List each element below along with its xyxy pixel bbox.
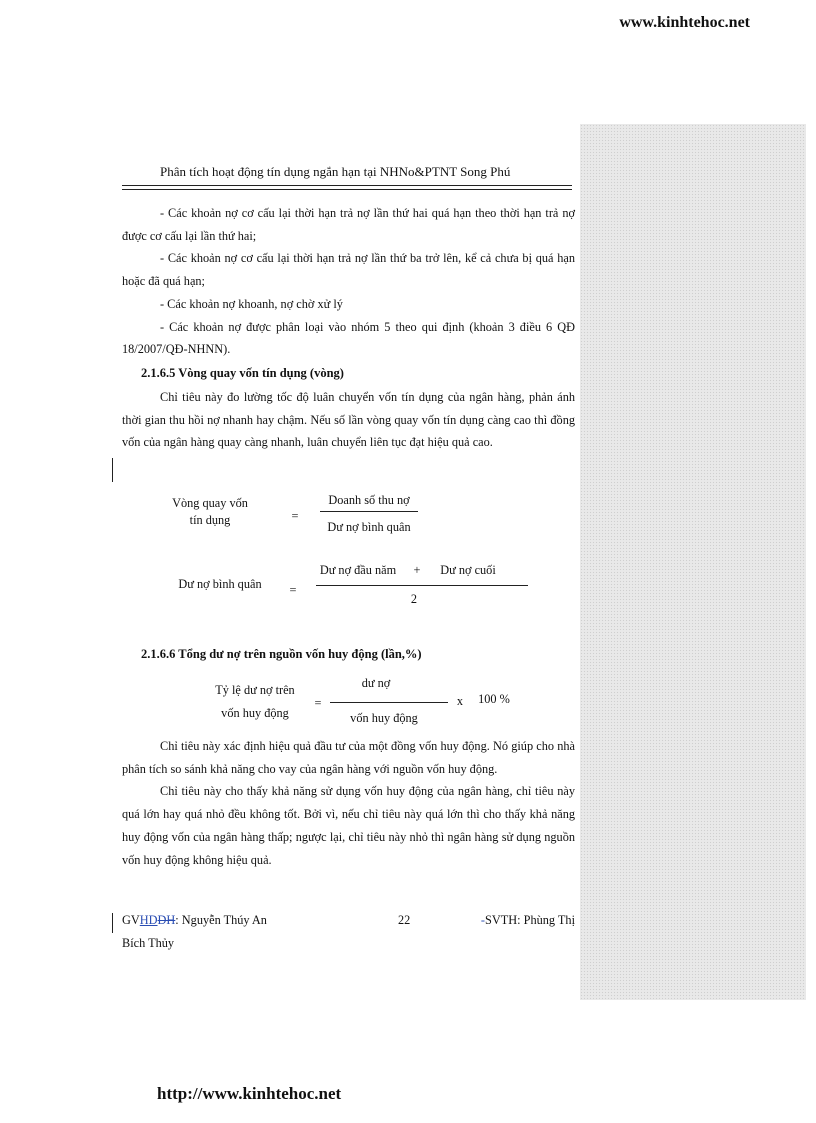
footer-instructor — [122, 913, 267, 928]
formula1-equals: = — [291, 509, 299, 523]
footer-student-continued: Bích Thủy — [122, 936, 175, 950]
page-header-title: Phân tích hoạt động tín dụng ngắn hạn tại NHNo&PTNT Song Phú — [160, 164, 511, 179]
formula2-numerator-a: Dư nợ đầu năm — [319, 563, 397, 577]
formula2-lhs: Dư nợ bình quân — [178, 577, 262, 591]
formula2-plus: + — [413, 563, 421, 577]
tracked-change-marker: - — [480, 913, 486, 927]
formula1-lhs-line2: tín dụng — [189, 513, 231, 527]
paragraph-text: Chỉ tiêu này xác định hiệu quả đầu tư của một đồng vốn huy động. Nó giúp cho nhà phân tích so sánh khả năng cho vay của ngân hàng với nguồn vốn huy động. — [122, 739, 575, 776]
list-item: - Các khoản nợ được phân loại vào nhóm 5 theo qui định (khoản 3 điều 6 QĐ 18/2007/QĐ-NHNN). — [122, 319, 575, 357]
formula2-numerator-b: Dư nợ cuối — [440, 563, 496, 577]
formula2-denominator: 2 — [410, 592, 418, 606]
formula1-lhs-line1: Vòng quay vốn — [172, 496, 248, 510]
list-item: - Các khoản nợ khoanh, nợ chờ xử lý — [160, 296, 343, 311]
formula3-lhs-line2: vốn huy động — [221, 706, 289, 720]
header-double-rule — [122, 185, 572, 190]
footer-change-bar — [112, 913, 113, 933]
page-number: 22 — [398, 913, 411, 927]
revision-change-bar — [112, 458, 113, 482]
footer-gv-prefix: GV — [122, 913, 140, 927]
list-item: - Các khoản nợ cơ cấu lại thời hạn trả nợ lần thứ hai quá hạn theo thời hạn trả nợ được cơ cấu lại lần thứ hai; — [122, 206, 575, 243]
paragraph-text: Chỉ tiêu này đo lường tốc độ luân chuyển vốn tín dụng của ngân hàng, phản ánh thời gian thu hồi nợ nhanh hay chậm. Nếu số lần vòng quay vốn tín dụng càng cao thì đồng vốn của ngân hàng quay càng nhanh, luân chuyển liên tục đạt hiệu quả cao. — [122, 390, 575, 450]
watermark-bottom-link[interactable]: http://www.kinhtehoc.net — [157, 1084, 342, 1103]
footer-student-name: SVTH: Phùng Thị — [485, 913, 575, 927]
formula3-fraction-bar — [330, 702, 448, 703]
footer-instructor-name: : Nguyễn Thúy An — [175, 913, 267, 927]
section-paragraph — [122, 386, 575, 454]
section-heading-credit-turnover: 2.1.6.5 Vòng quay vốn tín dụng (vòng) — [141, 366, 344, 380]
formula3-equals: = — [314, 696, 322, 710]
formula1-denominator: Dư nợ bình quân — [327, 520, 411, 534]
watermark-top-link[interactable]: www.kinhtehoc.net — [619, 14, 750, 31]
footer-student — [470, 913, 575, 928]
formula2-equals: = — [289, 583, 297, 597]
formula1-numerator: Doanh số thu nợ — [328, 493, 410, 507]
formula3-lhs-line1: Tỷ lệ dư nợ trên — [215, 683, 295, 697]
body-list — [122, 202, 575, 361]
tracked-deletion: DH — [157, 913, 176, 927]
formula3-percent: 100 % — [478, 692, 510, 706]
formula3-denominator: vốn huy động — [350, 711, 418, 725]
list-item: - Các khoản nợ cơ cấu lại thời hạn trả nợ lần thứ ba trở lên, kể cả chưa bị quá hạn hoặc đã quá hạn; — [122, 251, 575, 289]
closing-paragraphs — [122, 735, 575, 871]
paragraph-text: Chỉ tiêu này cho thấy khả năng sử dụng vốn huy động của ngân hàng, chỉ tiêu này quá lớn hay quá nhỏ đều không tốt. Bởi vì, nếu chỉ tiêu này quá lớn thì cho thấy khả năng huy động vốn của ngân hàng thấp; ngược lại, chỉ tiêu này nhỏ thì ngân hàng sử dụng nguồn vốn huy động không hiệu quả. — [122, 784, 575, 867]
formula3-times: x — [456, 694, 464, 708]
section-heading-loan-to-deposit: 2.1.6.6 Tổng dư nợ trên nguồn vốn huy động (lần,%) — [141, 647, 422, 661]
formula2-fraction-bar — [316, 585, 528, 586]
comment-pane — [580, 124, 806, 1000]
formula3-numerator: dư nợ — [361, 676, 391, 690]
tracked-insertion: HD — [139, 913, 158, 927]
formula1-fraction-bar — [320, 511, 418, 512]
